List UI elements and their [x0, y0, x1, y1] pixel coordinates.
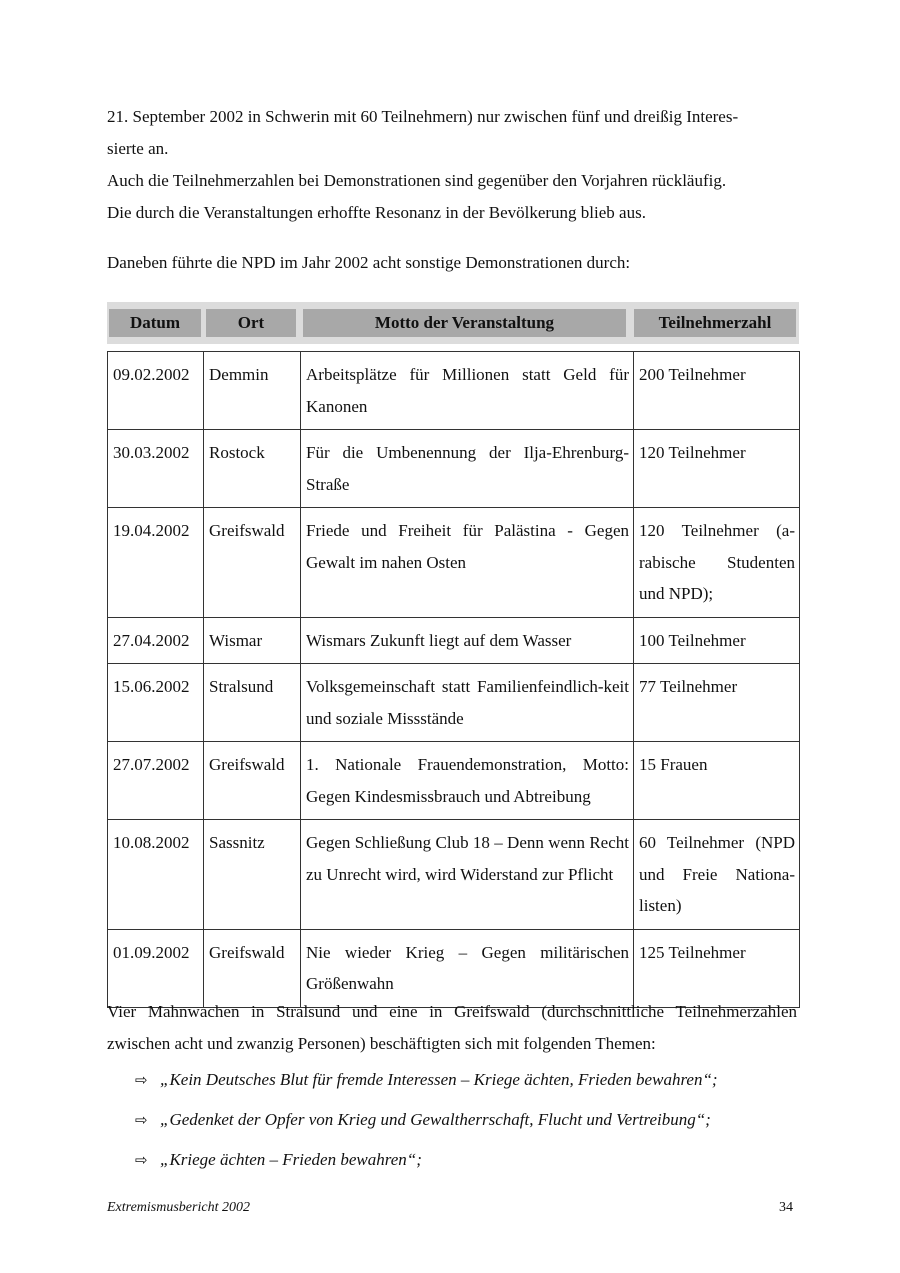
- intro-line: sierte an.: [107, 139, 169, 158]
- topics-list: [135, 1070, 795, 1190]
- table-row: [108, 617, 800, 664]
- intro-paragraph-3: Daneben führte die NPD im Jahr 2002 acht sonstige Demonstrationen durch:: [107, 253, 631, 272]
- list-item: [135, 1150, 795, 1190]
- cell-motto: Nie wieder Krieg – Gegen militärischen Größenwahn: [301, 929, 634, 1007]
- footer-title: Extremismusbericht 2002: [107, 1200, 250, 1215]
- cell-datum: 09.02.2002: [108, 352, 204, 430]
- cell-datum: 27.04.2002: [108, 617, 204, 664]
- cell-ort: Greifswald: [204, 742, 301, 820]
- intro-paragraph-2: [107, 165, 797, 229]
- list-item-text: „Kriege ächten – Frieden bewahren“;: [160, 1150, 422, 1169]
- cell-ort: Rostock: [204, 430, 301, 508]
- cell-ort: Stralsund: [204, 664, 301, 742]
- after-table-paragraph: Vier Mahnwachen in Stralsund und eine in Greifswald (durchschnittliche Teilnehmerzahlen zwischen acht und zwanzig Personen) beschäftigten sich mit folgenden Themen:: [107, 1002, 797, 1053]
- list-item-text: „Kein Deutsches Blut für fremde Interessen – Kriege ächten, Frieden bewahren“;: [160, 1070, 718, 1089]
- cell-ort: Sassnitz: [204, 820, 301, 930]
- list-item: [135, 1110, 795, 1150]
- cell-motto: Gegen Schließung Club 18 – Denn wenn Recht zu Unrecht wird, wird Widerstand zur Pflicht: [301, 820, 634, 930]
- arrow-right-icon: ⇨: [135, 1111, 148, 1129]
- arrow-right-icon: ⇨: [135, 1151, 148, 1169]
- table-row: [108, 664, 800, 742]
- cell-teilnehmer: 15 Frauen: [634, 742, 800, 820]
- table-header: [107, 302, 799, 344]
- cell-teilnehmer: 100 Teilnehmer: [634, 617, 800, 664]
- intro-line: Die durch die Veranstaltungen erhoffte Resonanz in der Bevölkerung blieb aus.: [107, 203, 646, 222]
- cell-ort: Greifswald: [204, 929, 301, 1007]
- cell-datum: 10.08.2002: [108, 820, 204, 930]
- cell-motto: Für die Umbenennung der Ilja-Ehrenburg-Straße: [301, 430, 634, 508]
- cell-teilnehmer: 60 Teilnehmer (NPD und Freie Nationa-listen): [634, 820, 800, 930]
- cell-ort: Greifswald: [204, 508, 301, 618]
- cell-ort: Wismar: [204, 617, 301, 664]
- cell-ort: Demmin: [204, 352, 301, 430]
- arrow-right-icon: ⇨: [135, 1071, 148, 1089]
- cell-motto: Wismars Zukunft liegt auf dem Wasser: [301, 617, 634, 664]
- cell-teilnehmer: 200 Teilnehmer: [634, 352, 800, 430]
- cell-motto: Friede und Freiheit für Palästina - Gegen Gewalt im nahen Osten: [301, 508, 634, 618]
- cell-datum: 19.04.2002: [108, 508, 204, 618]
- demonstrations-table: [107, 351, 800, 1008]
- cell-motto: Volksgemeinschaft statt Familienfeindlich-keit und soziale Missstände: [301, 664, 634, 742]
- cell-datum: 15.06.2002: [108, 664, 204, 742]
- column-header-teilnehmerzahl: Teilnehmerzahl: [634, 309, 796, 337]
- list-item: [135, 1070, 795, 1110]
- intro-line: Auch die Teilnehmerzahlen bei Demonstrationen sind gegenüber den Vorjahren rückläufig.: [107, 171, 727, 190]
- cell-datum: 01.09.2002: [108, 929, 204, 1007]
- column-header-datum: Datum: [109, 309, 201, 337]
- intro-line: 21. September 2002 in Schwerin mit 60 Teilnehmern) nur zwischen fünf und dreißig Interes-: [107, 107, 739, 126]
- cell-teilnehmer: 120 Teilnehmer (a-rabische Studenten und NPD);: [634, 508, 800, 618]
- list-item-text: „Gedenket der Opfer von Krieg und Gewaltherrschaft, Flucht und Vertreibung“;: [160, 1110, 711, 1129]
- table-row: [108, 352, 800, 430]
- cell-motto: 1. Nationale Frauendemonstration, Motto: Gegen Kindesmissbrauch und Abtreibung: [301, 742, 634, 820]
- cell-teilnehmer: 77 Teilnehmer: [634, 664, 800, 742]
- table-row: [108, 742, 800, 820]
- table-row: [108, 820, 800, 930]
- table-row: [108, 508, 800, 618]
- cell-motto: Arbeitsplätze für Millionen statt Geld für Kanonen: [301, 352, 634, 430]
- intro-paragraph-1: [107, 101, 797, 165]
- page-number: 34: [779, 1200, 793, 1215]
- cell-datum: 30.03.2002: [108, 430, 204, 508]
- column-header-motto: Motto der Veranstaltung: [303, 309, 626, 337]
- cell-datum: 27.07.2002: [108, 742, 204, 820]
- cell-teilnehmer: 120 Teilnehmer: [634, 430, 800, 508]
- cell-teilnehmer: 125 Teilnehmer: [634, 929, 800, 1007]
- column-header-ort: Ort: [206, 309, 296, 337]
- table-row: [108, 430, 800, 508]
